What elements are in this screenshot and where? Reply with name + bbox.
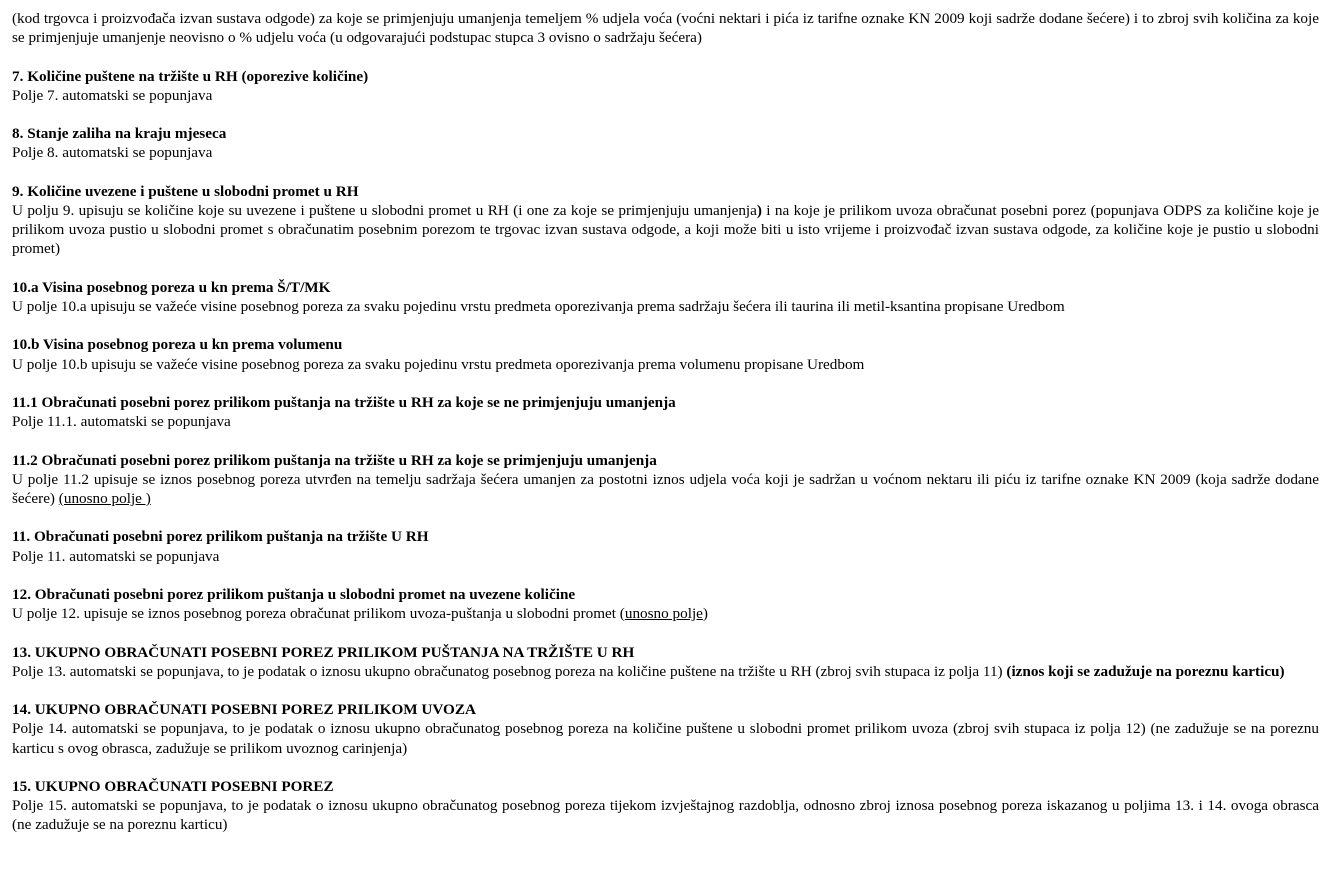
section-14-body: Polje 14. automatski se popunjava, to je podatak o iznosu ukupno obračunatog posebnog poreza na količine puštene u slobodni promet prilikom uvoza (zbroj svih stupaca iz polja 12) (ne zadužuje se na poreznu karticu s ovog obrasca, zadužuje se prilikom uvoznog carinjenja): [12, 720, 1319, 757]
section-11: [12, 527, 1319, 565]
section-8-heading: 8. Stanje zaliha na kraju mjeseca: [12, 125, 227, 143]
section-9: [12, 182, 1319, 259]
section-15: [12, 777, 1319, 835]
section-14: [12, 700, 1319, 758]
section-13-heading: 13. UKUPNO OBRAČUNATI POSEBNI POREZ PRILIKOM PUŠTANJA NA TRŽIŠTE U RH: [12, 643, 635, 661]
section-12-body-tail: ): [702, 605, 708, 623]
section-12-body: [12, 604, 1319, 623]
section-12-body-text: U polje 12. upisuje se iznos posebnog poreza obračunat prilikom uvoza-puštanja u slobodni promet (: [12, 605, 625, 623]
section-11-1-body: Polje 11.1. automatski se popunjava: [12, 413, 231, 431]
section-7-body: Polje 7. automatski se popunjava: [12, 86, 213, 104]
section-10a-body: U polje 10.a upisuju se važeće visine posebnog poreza za svaku pojedinu vrstu predmeta oporezivanja prema sadržaju šećera ili taurina ili metil-ksantina propisane Uredbom: [12, 297, 1065, 315]
section-9-body-part-b: ): [756, 201, 762, 219]
section-10a-heading: 10.a Visina posebnog poreza u kn prema Š/T/MK: [12, 278, 331, 296]
section-13-body: [12, 662, 1319, 681]
section-11-2: [12, 451, 1319, 509]
section-15-heading: 15. UKUPNO OBRAČUNATI POSEBNI POREZ: [12, 777, 334, 795]
section-10a: [12, 278, 1319, 316]
section-12-heading: 12. Obračunati posebni porez prilikom puštanja u slobodni promet na uvezene količine: [12, 585, 576, 603]
section-10b-body: U polje 10.b upisuju se važeće visine posebnog poreza za svaku pojedinu vrstu predmeta oporezivanja prema volumenu propisane Uredbom: [12, 355, 865, 373]
section-7: [12, 67, 1319, 105]
section-10b-heading: 10.b Visina posebnog poreza u kn prema volumenu: [12, 336, 343, 354]
section-7-heading: 7. Količine puštene na tržište u RH (oporezive količine): [12, 67, 369, 85]
section-8: [12, 124, 1319, 162]
section-14-heading: 14. UKUPNO OBRAČUNATI POSEBNI POREZ PRILIKOM UVOZA: [12, 701, 476, 719]
section-10b: [12, 335, 1319, 373]
section-12: [12, 585, 1319, 623]
section-9-body-part-c: i na koje je prilikom uvoza obračunat posebni porez (popunjava ODPS za količine koje je prilikom uvoza pustio u slobodni promet s obračunatim posebnim porezom te trgovac izvan sustava odgode, a koji može biti u isto vrijeme i proizvođač izvan sustava odgode, za količine koje je pustio u slobodni promet): [12, 201, 1319, 258]
section-13-body-bold: (iznos koji se zadužuje na poreznu karticu): [1006, 662, 1285, 680]
section-11-2-body-text: U polje 11.2 upisuje se iznos posebnog poreza utvrđen na temelju sadržaja šećera umanjen za postotni iznos udjela voća koji je sadržan u voćnom nektaru ili piću iz tarifne oznake KN 2009 (koja sadrže dodane šećere): [12, 470, 1319, 507]
section-13: [12, 643, 1319, 681]
section-15-body: Polje 15. automatski se popunjava, to je podatak o iznosu ukupno obračunatog posebnog poreza tijekom izvještajnog razdoblja, odnosno zbroj iznosa posebnog poreza iskazanog u poljima 13. i 14. ovoga obrasca (ne zadužuje se na poreznu karticu): [12, 797, 1319, 834]
section-9-heading: 9. Količine uvezene i puštene u slobodni promet u RH: [12, 182, 359, 200]
section-13-body-text: Polje 13. automatski se popunjava, to je podatak o iznosu ukupno obračunatog posebnog poreza na količine puštene na tržište u RH (zbroj svih stupaca iz polja 11): [12, 662, 1007, 680]
section-8-body: Polje 8. automatski se popunjava: [12, 144, 213, 162]
section-12-input-field-note: unosno polje: [624, 605, 703, 623]
section-11-body: Polje 11. automatski se popunjava: [12, 547, 220, 565]
section-9-body-part-a: U polju 9. upisuju se količine koje su uvezene i puštene u slobodni promet u RH (i one za koje se primjenjuju umanjenja: [12, 201, 757, 219]
section-11-1: [12, 393, 1319, 431]
section-9-body: [12, 201, 1319, 259]
section-11-heading: 11. Obračunati posebni porez prilikom puštanja na tržište U RH: [12, 528, 429, 546]
section-11-2-input-field-note: (unosno polje ): [58, 489, 151, 507]
section-11-2-heading: 11.2 Obračunati posebni porez prilikom puštanja na tržište u RH za koje se primjenjuju umanjenja: [12, 451, 657, 469]
section-11-2-body: [12, 470, 1319, 508]
intro-paragraph: (kod trgovca i proizvođača izvan sustava odgode) za koje se primjenjuju umanjenja temeljem % udjela voća (voćni nektari i pića iz tarifne oznake KN 2009 koji sadrže dodane šećere) i to zbroj svih količina za koje se primjenjuje umanjenje neovisno o % udjelu voća (u odgovarajući podstupac stupca 3 ovisno o sadržaju šećera): [12, 10, 1319, 47]
section-11-1-heading: 11.1 Obračunati posebni porez prilikom puštanja na tržište u RH za koje se ne primjenjuju umanjenja: [12, 393, 676, 411]
